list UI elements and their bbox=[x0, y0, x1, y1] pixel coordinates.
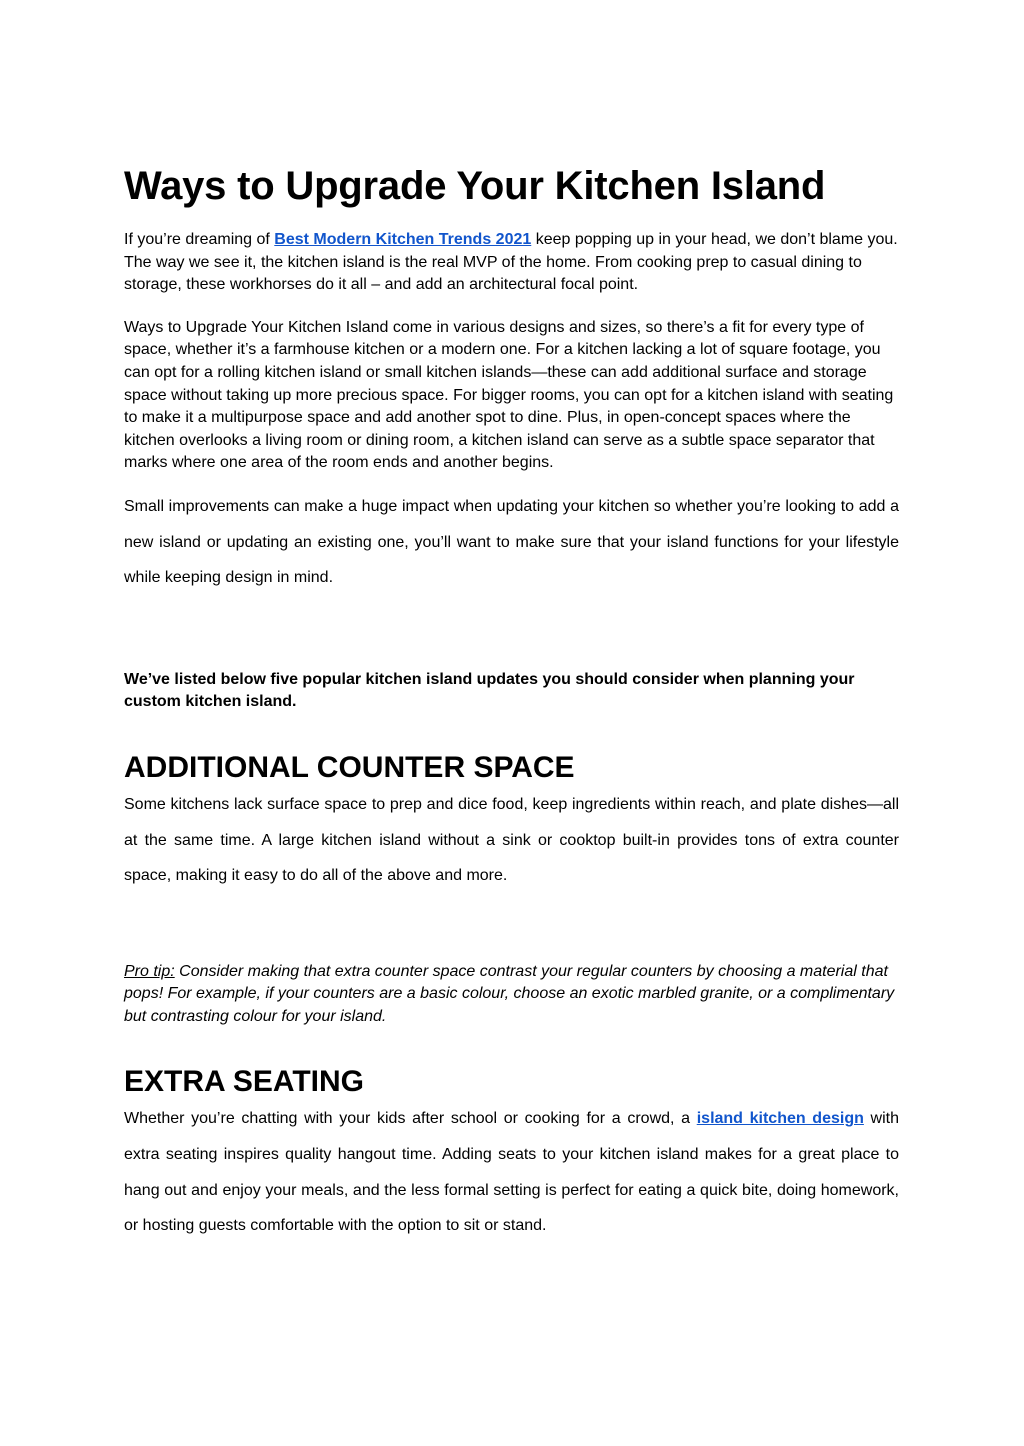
intro-text-before: If you’re dreaming of bbox=[124, 231, 275, 248]
pro-tip-paragraph bbox=[124, 961, 899, 1029]
island-kitchen-design-link[interactable]: island kitchen design bbox=[696, 1110, 864, 1128]
seating-text-after: with extra seating inspires quality hangout time. Adding seats to your kitchen island makes for a great place to hang out and enjoy your meals, and the less formal setting is perfect for eating a quick bite, doing homework, or hosting guests comfortable with the option to sit or stand. bbox=[124, 1110, 899, 1235]
pro-tip-label: Pro tip: bbox=[124, 962, 175, 980]
section-heading-counter-space: ADDITIONAL COUNTER SPACE bbox=[124, 750, 575, 784]
counter-space-paragraph: Some kitchens lack surface space to prep and dice food, keep ingredients within reach, and plate dishes—all at the same time. A large kitchen island without a sink or cooktop built-in provides tons of extra counter space, making it easy to do all of the above and more. bbox=[124, 795, 899, 885]
designs-paragraph: Ways to Upgrade Your Kitchen Island come in various designs and sizes, so there’s a fit for every type of space, whether it’s a farmhouse kitchen or a modern one. For a kitchen lacking a lot of square footage, you can opt for a rolling kitchen island or small kitchen islands—these can add additional surface and storage space without taking up more precious space. For bigger rooms, you can opt for a kitchen island with seating to make it a multipurpose space and add another spot to dine. Plus, in open-concept spaces where the kitchen overlooks a living room or dining room, a kitchen island can serve as a subtle space separator that marks where one area of the room ends and another begins. bbox=[124, 318, 894, 472]
section-heading-extra-seating: EXTRA SEATING bbox=[124, 1065, 365, 1099]
best-modern-kitchen-trends-link[interactable]: Best Modern Kitchen Trends 2021 bbox=[274, 231, 532, 248]
listed-updates-note: We’ve listed below five popular kitchen island updates you should consider when planning your custom kitchen island. bbox=[124, 670, 855, 711]
page-title: Ways to Upgrade Your Kitchen Island bbox=[124, 164, 826, 208]
document-page bbox=[124, 162, 899, 1244]
extra-seating-paragraph bbox=[124, 1101, 899, 1243]
intro-paragraph bbox=[124, 229, 899, 297]
intro-text-after: keep popping up in your head, we don’t blame you. The way we see it, the kitchen island is the real MVP of the home. From cooking prep to casual dining to storage, these workhorses do it all – and add an architectural focal point. bbox=[124, 231, 898, 294]
improvements-paragraph: Small improvements can make a huge impact when updating your kitchen so whether you’re looking to add a new island or updating an existing one, you’ll want to make sure that your island functions for your lifestyle while keeping design in mind. bbox=[124, 497, 899, 587]
seating-text-before: Whether you’re chatting with your kids after school or cooking for a crowd, a bbox=[124, 1110, 697, 1128]
pro-tip-text: Consider making that extra counter space contrast your regular counters by choosing a material that pops! For example, if your counters are a basic colour, choose an exotic marbled granite, or a complimentary but contrasting colour for your island. bbox=[124, 962, 895, 1025]
